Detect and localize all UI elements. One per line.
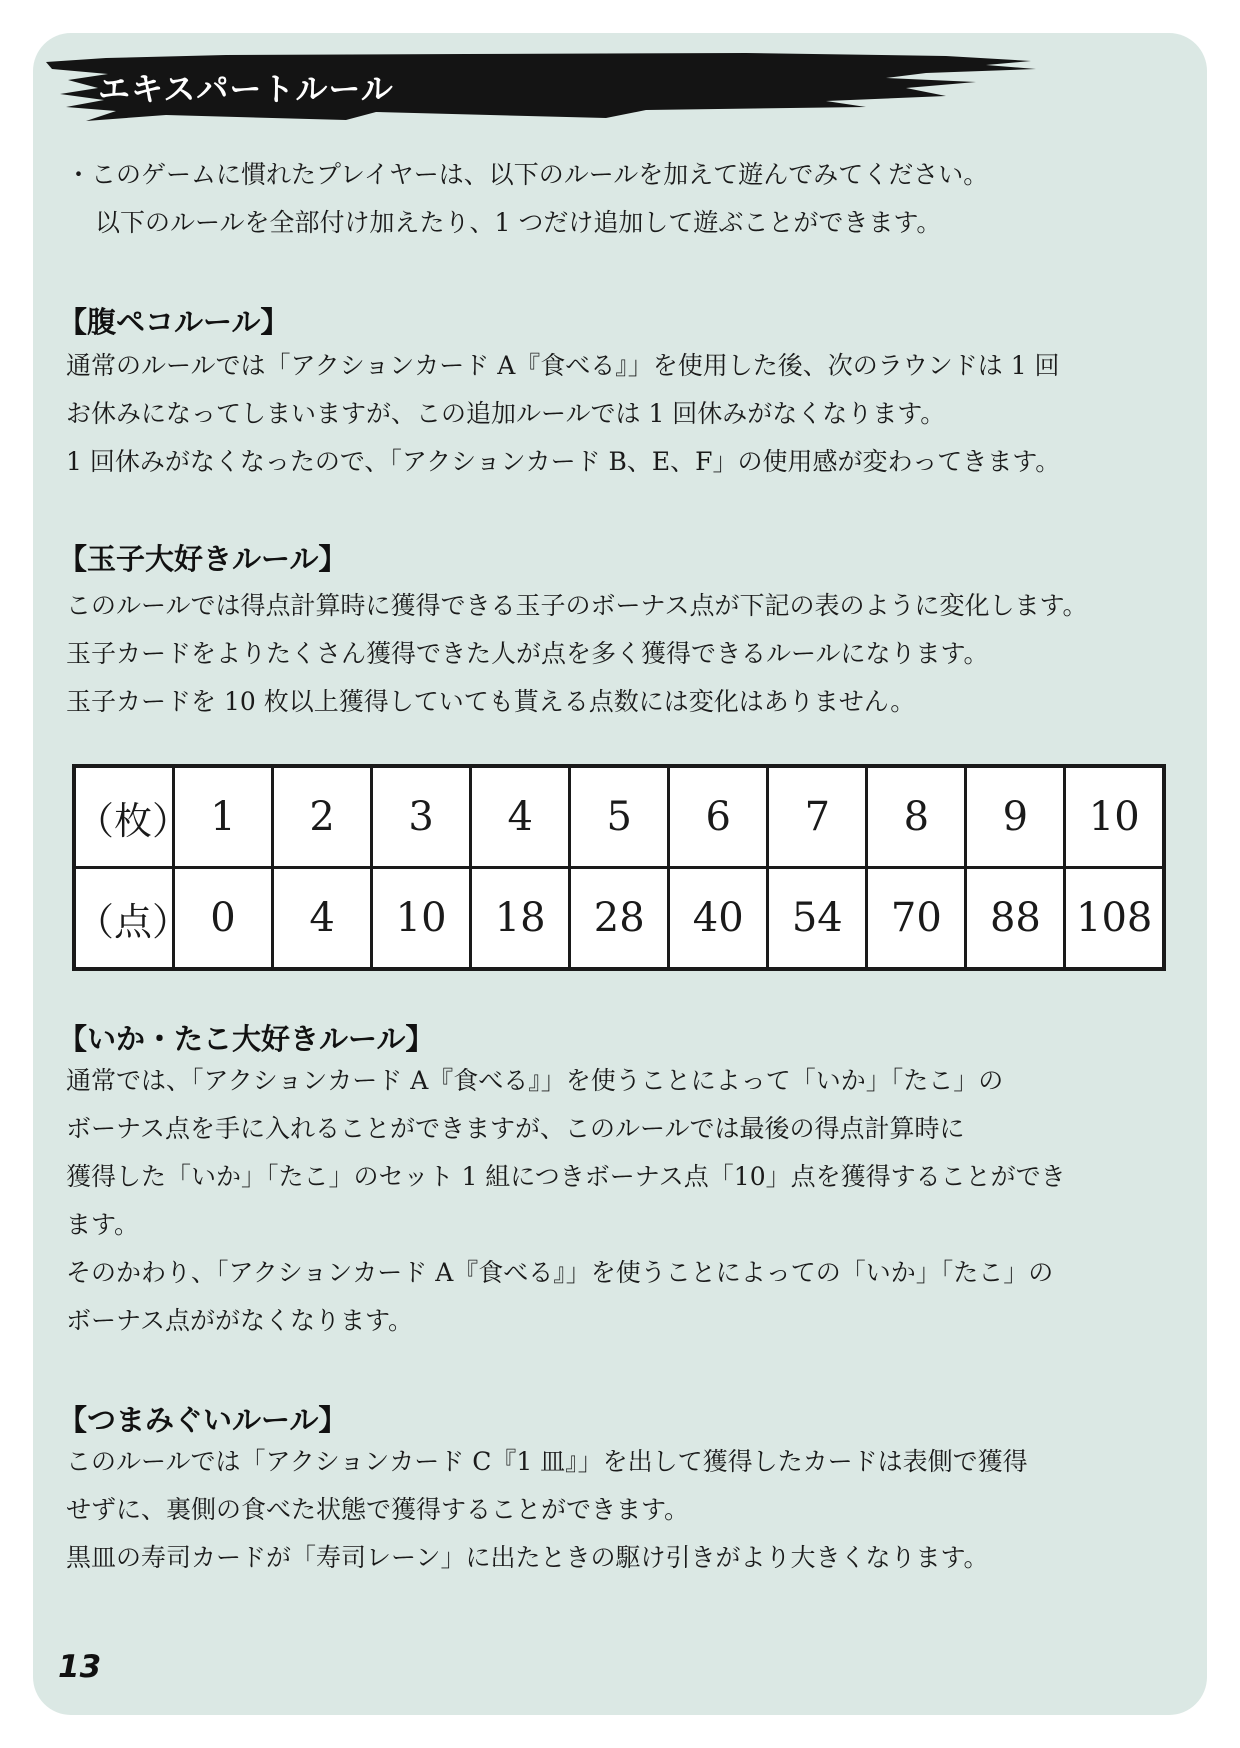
body-line: 獲得した「いか」「たこ」のセット 1 組につきボーナス点「10」点を獲得することができ [66,1162,1066,1191]
section-heading-tsumamigui: 【つまみぐいルール】 [58,1403,348,1437]
table-cell: 8 [867,766,966,868]
table-cell: 40 [669,868,768,970]
body-line: このルールでは「アクションカード C『1 皿』」を出して獲得したカードは表側で獲得 [66,1447,1028,1476]
table-cell: 10 [372,868,471,970]
body-line: 1 回休みがなくなったので、「アクションカード B、E、F」の使用感が変わってきます。 [66,447,1061,476]
egg-bonus-table [72,764,1166,971]
table-cell: 0 [174,868,273,970]
table-cell: 1 [174,766,273,868]
body-line: そのかわり、「アクションカード A『食べる』」を使うことによっての「いか」「たこ」の [66,1258,1054,1287]
table-cell: 10 [1065,766,1164,868]
table-cell: 7 [768,766,867,868]
intro-text [66,151,988,247]
table-cell: 2 [273,766,372,868]
table-cell: 54 [768,868,867,970]
section-body-tamago [66,582,1088,726]
table-row-points [74,868,1164,970]
body-line: ボーナス点ががなくなります。 [66,1306,414,1335]
table-cell: 4 [471,766,570,868]
page-number: 13 [58,1649,102,1685]
section-heading-tamago: 【玉子大好きルール】 [58,542,348,576]
intro-line: ・このゲームに慣れたプレイヤーは、以下のルールを加えて遊んでみてください。 [66,160,989,189]
table-cell: 108 [1065,868,1164,970]
section-body-tsumamigui [66,1438,1028,1582]
title-banner [46,52,1036,124]
body-line: 通常のルールでは「アクションカード A『食べる』」を使用した後、次のラウンドは 1 回 [66,351,1060,380]
table-cell: 28 [570,868,669,970]
body-line: 玉子カードを 10 枚以上獲得していても貰える点数には変化はありません。 [66,687,916,716]
table-cell: 6 [669,766,768,868]
section-body-harapeko [66,342,1060,486]
table-cell: 9 [966,766,1065,868]
row-label-points: （点） [74,868,174,970]
body-line: 通常では、「アクションカード A『食べる』」を使うことによって「いか」「たこ」の [66,1066,1004,1095]
body-line: 黒皿の寿司カードが「寿司レーン」に出たときの駆け引きがより大きくなります。 [66,1543,989,1572]
table-cell: 70 [867,868,966,970]
table-cell: 88 [966,868,1065,970]
table-cell: 18 [471,868,570,970]
body-line: 玉子カードをよりたくさん獲得できた人が点を多く獲得できるルールになります。 [66,639,989,668]
body-line: ます。 [66,1210,140,1239]
body-line: ボーナス点を手に入れることができますが、このルールでは最後の得点計算時に [66,1114,965,1143]
table-cell: 5 [570,766,669,868]
table-cell: 3 [372,766,471,868]
intro-line: 以下のルールを全部付け加えたり、1 つだけ追加して遊ぶことができます。 [95,208,942,237]
table-row-cards [74,766,1164,868]
table-cell: 4 [273,868,372,970]
section-body-ika-tako [66,1057,1066,1345]
section-heading-ika-tako: 【いか・たこ大好きルール】 [58,1022,435,1056]
body-line: このルールでは得点計算時に獲得できる玉子のボーナス点が下記の表のように変化します。 [66,591,1088,620]
body-line: お休みになってしまいますが、この追加ルールでは 1 回休みがなくなります。 [66,399,946,428]
body-line: せずに、裏側の食べた状態で獲得することができます。 [66,1495,690,1524]
row-label-cards: （枚） [74,766,174,868]
page-title: エキスパートルール [98,70,394,108]
section-heading-harapeko: 【腹ペコルール】 [58,305,290,339]
